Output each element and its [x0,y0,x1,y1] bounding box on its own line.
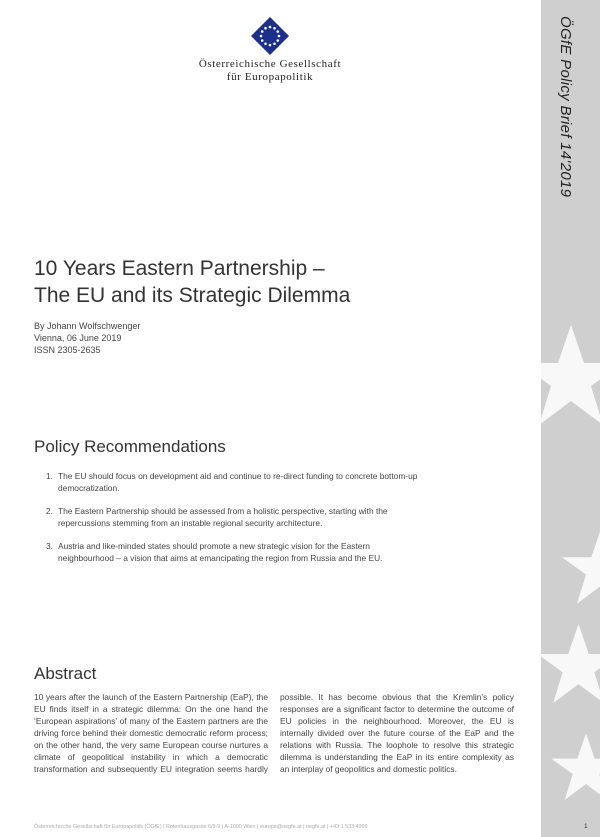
document-meta [34,320,140,356]
author: By Johann Wolfschwenger [34,321,141,331]
item-number: 2. [46,506,53,516]
star-icon [546,730,600,810]
list-item [46,540,426,564]
item-text: The Eastern Partnership should be assessed from a holistic perspective, starting with the repercussions stemming from an instable regional security architecture. [58,506,388,528]
star-icon [541,620,600,715]
list-item [46,505,426,529]
page-number: 1 [584,823,588,830]
item-text: Austria and like-minded states should promote a new strategic vision for the Eastern neighbourhood – a vision that aims at emancipating the region from Russia and the EU. [58,541,383,563]
abstract-heading: Abstract [34,664,97,683]
recommendations-heading: Policy Recommendations [34,437,226,456]
eu-stars-diamond-logo [250,16,290,56]
title-line-2: The EU and its Strategic Dilemma [34,284,351,307]
issn: ISSN 2305-2635 [34,345,101,355]
document-title [34,255,514,309]
star-icon [556,525,600,615]
place-date: Vienna, 06 June 2019 [34,333,122,343]
item-number: 3. [46,541,53,551]
star-icon [541,320,600,440]
organization-name [150,58,390,84]
org-line-1: Österreichische Gesellschaft [198,58,342,70]
recommendations-list [46,470,426,575]
item-number: 1. [46,471,53,481]
footer-contact: Österreichische Gesellschaft für Europapolitik (ÖGfE) | Rotenhausgasse 6/8-9 | A-1090 Wien | europa@oegfe.at | oegfe.at | +43 1 533 4999 [34,824,368,830]
list-item [46,470,426,494]
item-text: The EU should focus on development aid and continue to re-direct funding to concrete bottom-up democratization. [58,471,418,493]
abstract-text: 10 years after the launch of the Eastern Partnership (EaP), the EU finds itself in a strategic dilemma: On the one hand the ‘European aspirations’ of many of the Eastern partners are the driving force behind their domestic democratic reform process; on the other hand, the very same European course nurtures a climate of geopolitical instability in which a democratic transformation and subsequently EU integration seems hardly possible. It has become obvious that the Kremlin’s policy responses are a significant factor to determine the outcome of EU policies in the neighbourhood. Moreover, the EU is internally divided over the future course of the EaP and the relations with Russia. The loophole to resolve this strategic dilemma is understanding the EaP in its entire complexity as an interplay of geopolitics and domestic politics. [34,692,514,774]
sidebar [541,0,600,837]
org-line-2: für Europapolitik [226,71,314,83]
series-label: ÖGfE Policy Brief 14'2019 [557,16,574,198]
title-line-1: 10 Years Eastern Partnership – [34,257,325,280]
